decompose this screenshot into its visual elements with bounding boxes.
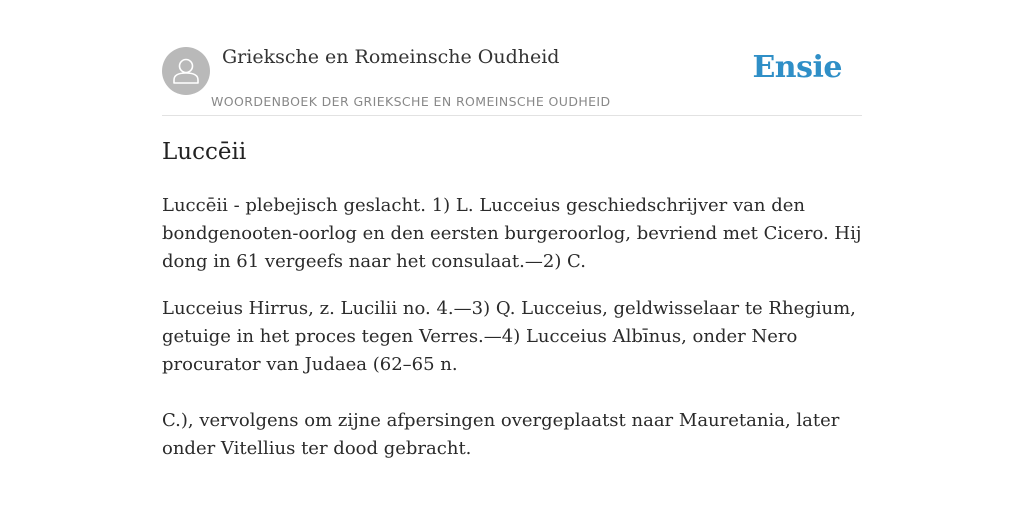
entry-paragraph: Lucceius Hirrus, z. Lucilii no. 4.—3) Q. Lucceius, geldwisselaar te Rhegium, getuige in het proces tegen Verres.—4) Lucceius Albīnus, onder Nero procurator van Judaea (62–65 n.	[162, 298, 856, 375]
source-subtitle: WOORDENBOEK DER GRIEKSCHE EN ROMEINSCHE OUDHEID	[211, 94, 611, 109]
page	[162, 0, 862, 459]
entry-paragraph: C.), vervolgens om zijne afpersingen overgeplaatst naar Mauretania, later onder Vitellius ter dood gebracht.	[162, 410, 840, 459]
entry-title: Luccēii	[162, 139, 247, 165]
avatar[interactable]	[162, 47, 210, 95]
entry-paragraph: Luccēii - plebejisch geslacht. 1) L. Lucceius geschiedschrijver van den bondgenooten-oorlog en den eersten burgeroorlog, bevriend met Cicero. Hij dong in 61 vergeefs naar het consulaat.—2) C.	[162, 195, 862, 272]
header	[162, 0, 862, 116]
brand-logo[interactable]: Ensie	[752, 50, 842, 85]
source-title[interactable]: Grieksche en Romeinsche Oudheid	[222, 46, 560, 68]
user-icon	[162, 47, 210, 95]
